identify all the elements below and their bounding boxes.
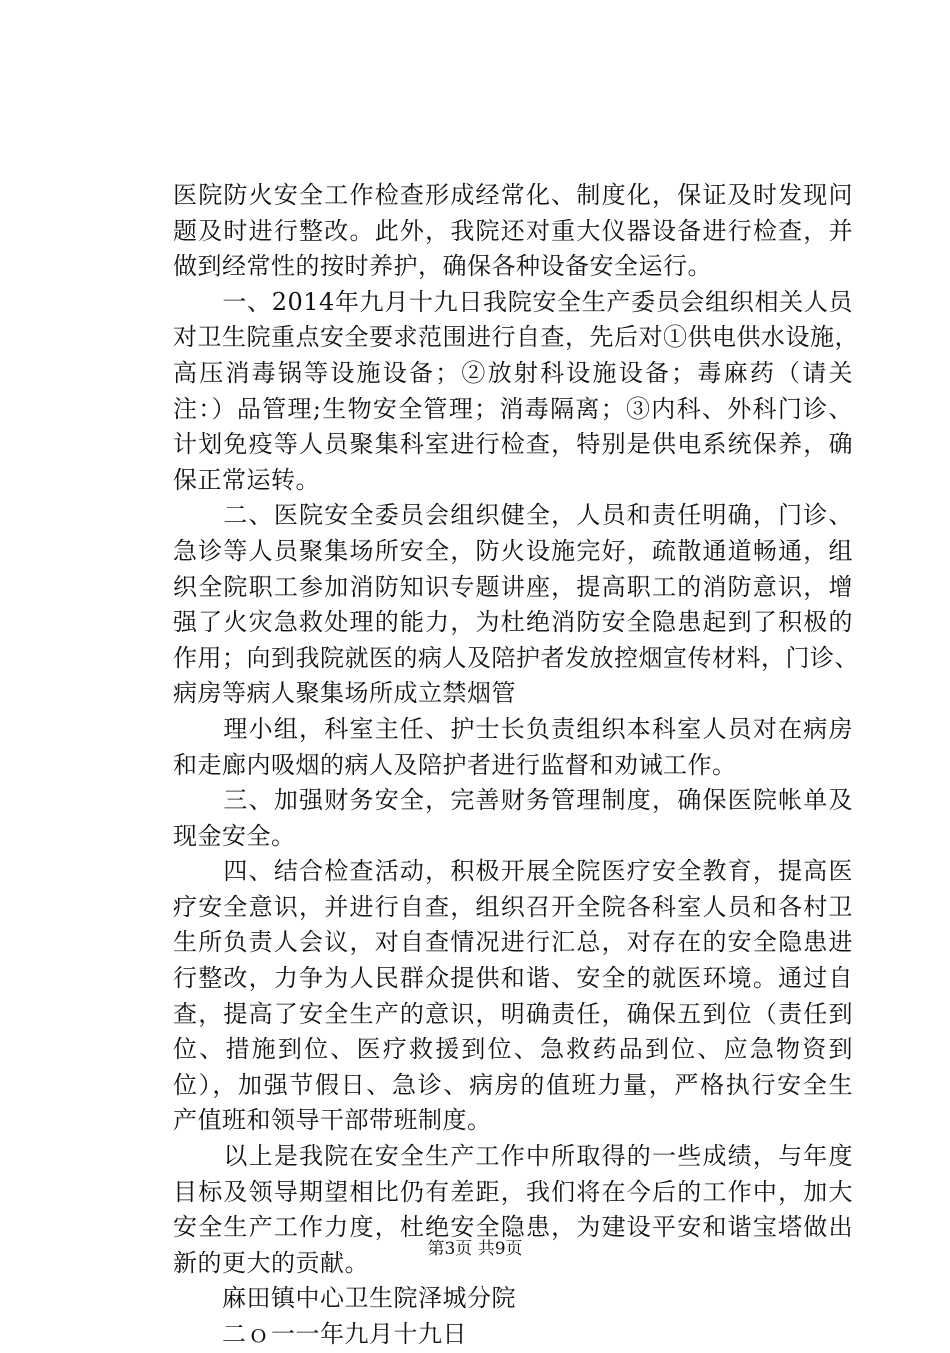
text-line: 对卫生院重点安全要求范围进行自查，先后对①供电供水设施，: [173, 323, 859, 352]
text-line: 作用；向到我院就医的病人及陪护者发放控烟宣传材料，门诊、: [173, 643, 859, 672]
text-line: 和走廊内吸烟的病人及陪护者进行监督和劝诫工作。: [173, 750, 737, 779]
text-line: 行整改，力争为人民群众提供和谐、安全的就医环境。通过自: [173, 964, 853, 993]
text-line: 病房等病人聚集场所成立禁烟管: [173, 679, 516, 708]
text-line: 计划免疫等人员聚集科室进行检查，特别是供电系统保养，确: [173, 430, 853, 459]
text-line: 现金安全。: [173, 821, 296, 850]
text-line: 新的更大的贡献。: [173, 1248, 369, 1277]
text-line: 高压消毒锅等设施设备；②放射科设施设备；毒麻药（请关: [173, 358, 853, 387]
conclusion-line: 以上是我院在安全生产工作中所取得的一些成绩，与年度: [173, 1142, 853, 1171]
signature-date: 二ｏ一一年九月十九日: [173, 1320, 467, 1348]
text-line: 题及时进行整改。此外，我院还对重大仪器设备进行检查，并: [173, 216, 853, 245]
text-line: 医院防火安全工作检查形成经常化、制度化，保证及时发现问: [173, 181, 853, 209]
document-body: [173, 178, 859, 1353]
text-line: 位），加强节假日、急诊、病房的值班力量，严格执行安全生: [173, 1070, 853, 1099]
page-number-footer: 第3页 共9页: [427, 1239, 523, 1259]
text-line: 安全生产工作力度，杜绝安全隐患，为建设平安和谐宝塔做出: [173, 1213, 853, 1242]
text-line: 强了火灾急救处理的能力，为杜绝消防安全隐患起到了积极的: [173, 608, 853, 637]
text-line: 生所负责人会议，对自查情况进行汇总，对存在的安全隐患进: [173, 928, 853, 957]
paragraph-3-heading-line: 三、加强财务安全，完善财务管理制度，确保医院帐单及: [173, 786, 853, 815]
text-line: 疗安全意识，并进行自查，组织召开全院各科室人员和各村卫: [173, 892, 853, 921]
text-line: 产值班和领导干部带班制度。: [173, 1106, 492, 1135]
text-line: 织全院职工参加消防知识专题讲座，提高职工的消防意识，增: [173, 572, 853, 601]
text-line: 急诊等人员聚集场所安全，防火设施完好，疏散通道畅通，组: [173, 536, 853, 565]
text-line: 保正常运转。: [173, 465, 320, 494]
paragraph-2-heading-line: 二、医院安全委员会组织健全，人员和责任明确，门诊、: [173, 501, 853, 530]
text-line: 注：）品管理;生物安全管理；消毒隔离；③内科、外科门诊、: [173, 394, 853, 423]
text-line: 位、措施到位、医疗救援到位、急救药品到位、应急物资到: [173, 1035, 853, 1064]
text-line: 理小组，科室主任、护士长负责组织本科室人员对在病房: [173, 714, 853, 743]
signature-organization: 麻田镇中心卫生院泽城分院: [173, 1284, 516, 1313]
paragraph-4-heading-line: 四、结合检查活动，积极开展全院医疗安全教育，提高医: [173, 857, 853, 886]
text-line: 目标及领导期望相比仍有差距，我们将在今后的工作中，加大: [173, 1177, 853, 1206]
text-line: 查，提高了安全生产的意识，明确责任，确保五到位（责任到: [173, 999, 853, 1028]
text-line: 做到经常性的按时养护，确保各种设备安全运行。: [173, 252, 712, 281]
paragraph-1-heading-line: 一、2014年九月十九日我院安全生产委员会组织相关人员: [173, 287, 853, 316]
